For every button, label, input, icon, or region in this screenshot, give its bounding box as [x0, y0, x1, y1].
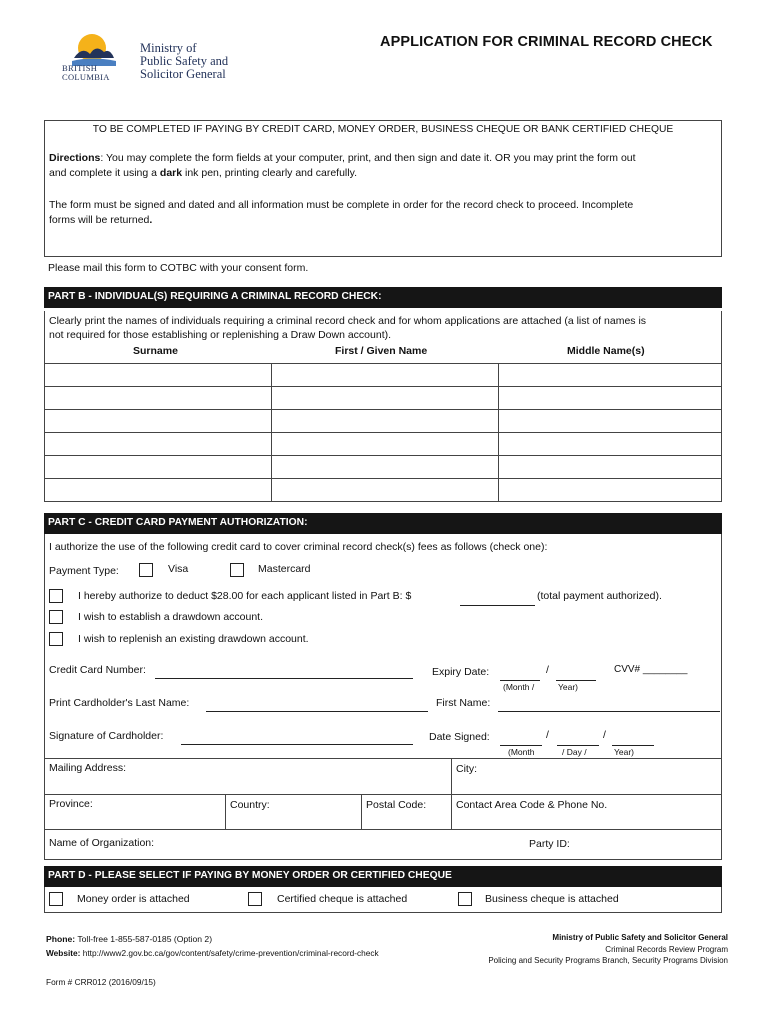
- intro-box: [44, 120, 722, 257]
- first-name-cell[interactable]: [272, 479, 499, 502]
- middle-name-cell[interactable]: [499, 387, 722, 410]
- mastercard-checkbox[interactable]: [230, 563, 244, 577]
- card-number-input[interactable]: [155, 678, 413, 679]
- ds-year-hint: Year): [614, 747, 635, 757]
- middle-name-cell[interactable]: [499, 456, 722, 479]
- total-payment-input[interactable]: [460, 605, 535, 606]
- date-year-input[interactable]: [612, 745, 654, 746]
- table-row: [45, 410, 722, 433]
- directions-dark: dark: [159, 167, 183, 179]
- mastercard-label: Mastercard: [258, 563, 311, 575]
- table-row: [45, 456, 722, 479]
- col-middle-name: Middle Name(s): [567, 345, 645, 357]
- website-label: Website:: [46, 948, 81, 958]
- part-d-header: PART D - PLEASE SELECT IF PAYING BY MONEY ORDER OR CERTIFIED CHEQUE: [44, 866, 722, 887]
- surname-cell[interactable]: [45, 364, 272, 387]
- surname-cell[interactable]: [45, 410, 272, 433]
- surname-cell[interactable]: [45, 479, 272, 502]
- first-name-label: First Name:: [436, 697, 491, 709]
- directions-label: Directions: [49, 152, 101, 164]
- divider: [44, 829, 722, 830]
- replenish-label: I wish to replenish an existing drawdown account.: [78, 633, 309, 645]
- page-title: APPLICATION FOR CRIMINAL RECORD CHECK: [380, 34, 713, 50]
- first-name-cell[interactable]: [272, 456, 499, 479]
- last-name-input[interactable]: [206, 711, 428, 712]
- expiry-month-input[interactable]: [500, 680, 540, 681]
- ministry-line-2: Public Safety and: [140, 54, 229, 68]
- first-name-cell[interactable]: [272, 387, 499, 410]
- first-name-input[interactable]: [498, 711, 720, 712]
- directions-line-1: : You may complete the form fields at your computer, print, and then sign and date it. OR you may print the form out: [100, 152, 636, 164]
- expiry-year-input[interactable]: [556, 680, 596, 681]
- date-slash-2: /: [603, 729, 606, 741]
- divider: [44, 794, 722, 795]
- expiry-label: Expiry Date:: [432, 666, 490, 678]
- mail-note: Please mail this form to COTBC with your consent form.: [48, 262, 309, 274]
- form-number: Form # CRR012 (2016/09/15): [46, 977, 156, 987]
- payment-type-label: Payment Type:: [49, 565, 119, 577]
- province-field[interactable]: Province:: [49, 798, 93, 810]
- date-month-input[interactable]: [500, 745, 542, 746]
- postal-code-field[interactable]: Postal Code:: [366, 799, 427, 811]
- phone-field[interactable]: Contact Area Code & Phone No.: [456, 799, 608, 811]
- signed-line-1: The form must be signed and dated and all information must be complete in order for the record check to proceed. Incomplete: [49, 199, 634, 211]
- money-order-label: Money order is attached: [77, 893, 190, 905]
- certified-cheque-label: Certified cheque is attached: [277, 893, 408, 905]
- part-c-header: PART C - CREDIT CARD PAYMENT AUTHORIZATION:: [44, 513, 722, 534]
- organization-field[interactable]: Name of Organization:: [49, 837, 155, 849]
- country-field[interactable]: Country:: [230, 799, 270, 811]
- establish-label: I wish to establish a drawdown account.: [78, 611, 264, 623]
- first-name-cell[interactable]: [272, 433, 499, 456]
- date-slash-1: /: [546, 729, 549, 741]
- deduct-label: I hereby authorize to deduct $28.00 for each applicant listed in Part B: $: [78, 590, 412, 602]
- party-id-field[interactable]: Party ID:: [529, 838, 570, 850]
- footer-branch: Policing and Security Programs Branch, Security Programs Division: [488, 956, 728, 965]
- footer-website: [46, 948, 379, 958]
- divider: [361, 794, 362, 829]
- table-row: [45, 433, 722, 456]
- directions-text: [49, 151, 717, 181]
- expiry-month-hint: (Month /: [503, 682, 535, 692]
- surname-cell[interactable]: [45, 433, 272, 456]
- ministry-line-3: Solicitor General: [140, 67, 226, 81]
- authorize-text: I authorize the use of the following credit card to cover criminal record check(s) fees as follows (check one):: [49, 541, 548, 553]
- signature-input[interactable]: [181, 744, 413, 745]
- ds-month-hint: (Month: [508, 747, 535, 757]
- bc-line-1: BRITISH: [62, 63, 98, 73]
- first-name-cell[interactable]: [272, 364, 499, 387]
- part-b-desc: [49, 314, 721, 342]
- business-cheque-label: Business cheque is attached: [485, 893, 619, 905]
- table-row: [45, 387, 722, 410]
- footer-phone: [46, 934, 212, 944]
- bc-line-2: COLUMBIA: [62, 72, 110, 82]
- middle-name-cell[interactable]: [499, 433, 722, 456]
- middle-name-cell[interactable]: [499, 410, 722, 433]
- middle-name-cell[interactable]: [499, 479, 722, 502]
- middle-name-cell[interactable]: [499, 364, 722, 387]
- signed-note: [49, 198, 717, 228]
- business-cheque-checkbox[interactable]: [458, 892, 472, 906]
- ds-day-hint: / Day /: [562, 747, 587, 757]
- table-row: [45, 479, 722, 502]
- money-order-checkbox[interactable]: [49, 892, 63, 906]
- signed-period: .: [149, 214, 153, 226]
- expiry-year-hint: Year): [558, 682, 579, 692]
- part-b-header: PART B - INDIVIDUAL(S) REQUIRING A CRIMINAL RECORD CHECK:: [44, 287, 722, 308]
- bc-wordmark: [62, 64, 110, 82]
- col-first-name: First / Given Name: [335, 345, 428, 357]
- signed-line-2: forms will be returned: [49, 214, 150, 226]
- total-suffix: (total payment authorized).: [537, 590, 662, 602]
- table-row: [45, 364, 722, 387]
- part-b-desc-line-2: not required for those establishing or replenishing a Draw Down account).: [49, 329, 392, 341]
- divider: [44, 758, 722, 759]
- ministry-name: [140, 42, 228, 81]
- visa-checkbox[interactable]: [139, 563, 153, 577]
- divider: [225, 794, 226, 829]
- ministry-line-1: Ministry of: [140, 41, 197, 55]
- footer-ministry-name: Ministry of Public Safety and Solicitor General: [552, 933, 728, 942]
- date-day-input[interactable]: [557, 745, 599, 746]
- part-b-desc-line-1: Clearly print the names of individuals requiring a criminal record check and for whom applications are attached (a list of names is: [49, 315, 647, 327]
- expiry-slash: /: [546, 664, 549, 676]
- date-signed-label: Date Signed:: [429, 731, 490, 743]
- phone-label: Phone:: [46, 934, 76, 944]
- website-link[interactable]: http://www2.gov.bc.ca/gov/content/safety/crime-prevention/criminal-record-check: [80, 948, 379, 958]
- footer-ministry: [488, 932, 728, 967]
- divider: [451, 758, 452, 829]
- surname-cell[interactable]: [45, 387, 272, 410]
- names-table: [44, 363, 722, 502]
- col-surname: Surname: [133, 345, 178, 357]
- card-number-label: Credit Card Number:: [49, 664, 146, 676]
- certified-cheque-checkbox[interactable]: [248, 892, 262, 906]
- part-b-desc-box: [44, 311, 722, 363]
- bc-sun-logo-icon: [60, 28, 130, 68]
- intro-heading: TO BE COMPLETED IF PAYING BY CREDIT CARD, MONEY ORDER, BUSINESS CHEQUE OR BANK CERTIFIED CHEQUE: [92, 124, 674, 135]
- signature-label: Signature of Cardholder:: [49, 730, 164, 742]
- phone-value: Toll-free 1-855-587-0185 (Option 2): [75, 934, 213, 944]
- deduct-checkbox[interactable]: [49, 589, 63, 603]
- mailing-address-field[interactable]: Mailing Address:: [49, 762, 127, 774]
- directions-line-2a: and complete it using a: [49, 167, 160, 179]
- directions-line-2b: ink pen, printing clearly and carefully.: [182, 167, 357, 179]
- footer-program: Criminal Records Review Program: [605, 944, 728, 954]
- replenish-checkbox[interactable]: [49, 632, 63, 646]
- first-name-cell[interactable]: [272, 410, 499, 433]
- cvv-label: CVV# ________: [614, 664, 688, 675]
- visa-label: Visa: [168, 563, 189, 575]
- city-field[interactable]: City:: [456, 763, 477, 775]
- establish-checkbox[interactable]: [49, 610, 63, 624]
- last-name-label: Print Cardholder's Last Name:: [49, 697, 190, 709]
- surname-cell[interactable]: [45, 456, 272, 479]
